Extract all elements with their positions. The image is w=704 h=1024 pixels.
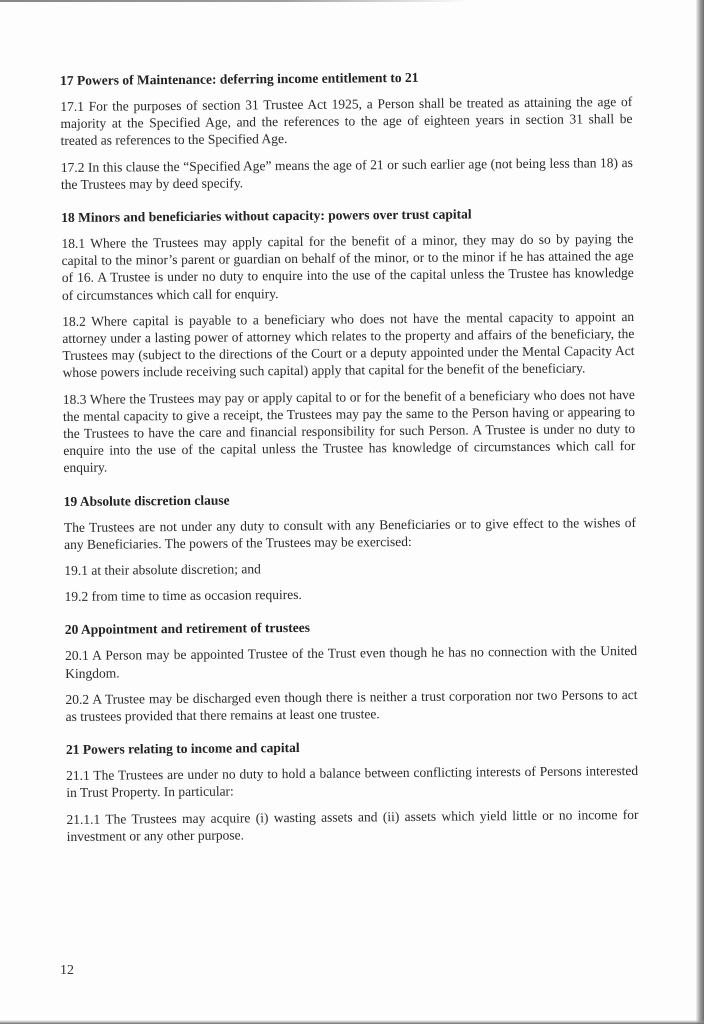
- clause-19-1: 19.1 at their absolute discretion; and: [64, 561, 261, 579]
- clause-18-1: 18.1 Where the Trustees may apply capital for the benefit of a minor, they may do so by paying the capital to the minor’s parent or guardian on behalf of the minor, or to the minor if he has attained the age of 16. A Trustee is under no duty to enquire into the use of the capital unless the Trustee has knowledge of circumstances which call for enquiry.: [61, 231, 634, 303]
- scan-edge-right: [696, 0, 704, 1024]
- document-page: [60, 67, 639, 861]
- section-20: [65, 616, 638, 725]
- clause-19-intro: The Trustees are not under any duty to consult with any Beneficiaries or to give effect to the wishes of any Beneficiaries. The powers of the Trustees may be exercised:: [63, 514, 637, 552]
- clause-17-1: 17.1 For the purposes of section 31 Trustee Act 1925, a Person shall be treated as attaining the age of majority at the Specified Age, and the references to the age of eighteen years in section 31 shall be treated as references to the Specified Age.: [60, 94, 633, 149]
- section-heading: 19 Absolute discretion clause: [63, 492, 230, 509]
- section-heading: 18 Minors and beneficiaries without capacity: powers over trust capital: [61, 206, 472, 226]
- section-19: [64, 488, 637, 606]
- clause-20-1: 20.1 A Person may be appointed Trustee of the Trust even though he has no connection with the United Kingdom.: [65, 643, 638, 681]
- section-17: [60, 67, 633, 193]
- clause-20-2: 20.2 A Trustee may be discharged even though there is neither a trust corporation nor two Persons to act as trustees provided that there remains at least one trustee.: [65, 686, 638, 725]
- clause-18-3: 18.3 Where the Trustees may pay or apply capital to or for the benefit of a beneficiary who does not have the mental capacity to give a receipt, the Trustees may pay the same to the Person having or appearing to the Trustees to have the care and financial responsibility for such Person. A Trustee is under no duty to enquire into the use of the capital unless the Trustee has knowledge of circumstances which call for enquiry.: [62, 386, 636, 476]
- clause-17-2: 17.2 In this clause the “Specified Age” means the age of 21 or such earlier age (not being less than 18) as the Trustees may by deed specify.: [60, 154, 633, 192]
- page-number: 12: [60, 963, 74, 978]
- section-heading: 21 Powers relating to income and capital: [65, 740, 300, 758]
- scan-edge-bottom: [0, 1020, 704, 1024]
- clause-21-1: 21.1 The Trustees are under no duty to hold a balance between conflicting interests of Persons interested in Trust Property. In particular:: [66, 763, 639, 801]
- clause-19-2: 19.2 from time to time as occasion requires.: [64, 587, 302, 605]
- section-heading: 17 Powers of Maintenance: deferring income entitlement to 21: [60, 69, 419, 88]
- clause-18-2: 18.2 Where capital is payable to a beneficiary who does not have the mental capacity to appoint an attorney under a lasting power of attorney which relates to the property and affairs of the beneficiary, the Trustees may (subject to the directions of the Court or a deputy appointed under the Mental Capacity Act whose powers include receiving such capital) apply that capital for the benefit of the beneficiary.: [62, 308, 635, 381]
- section-21: [66, 736, 639, 845]
- section-18: [61, 204, 635, 477]
- section-heading: 20 Appointment and retirement of trustees: [64, 620, 311, 638]
- scan-edge-top: [0, 0, 470, 2]
- clause-21-1-1: 21.1.1 The Trustees may acquire (i) wasting assets and (ii) assets which yield little or no income for investment or any other purpose.: [66, 806, 639, 844]
